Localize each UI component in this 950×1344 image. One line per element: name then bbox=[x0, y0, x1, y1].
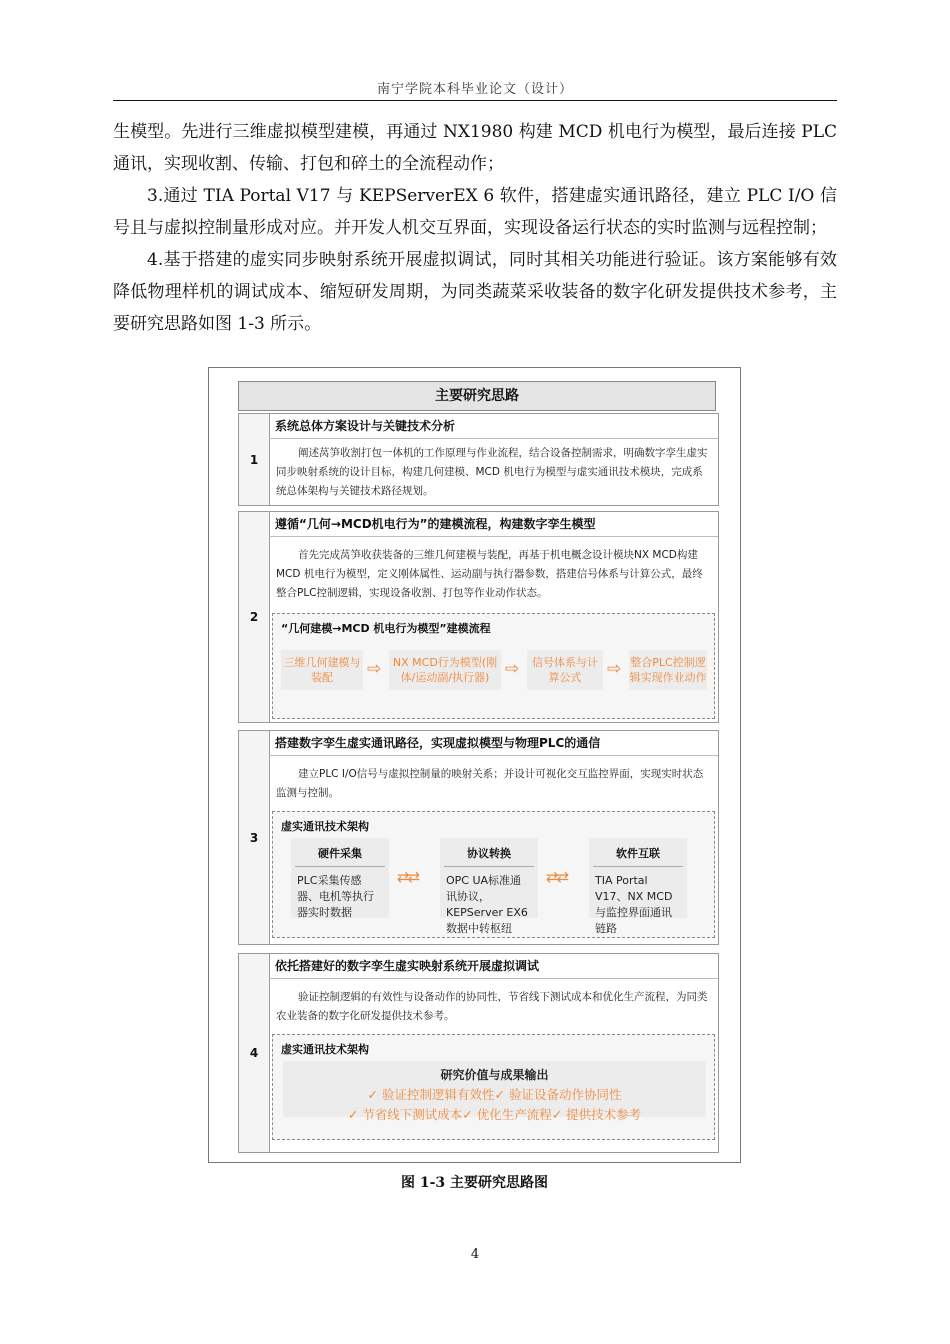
figure-caption: 图 1-3 主要研究思路图 bbox=[400, 1175, 549, 1191]
section-heading: 遵循“几何→MCD机电行为”的建模流程，构建数字孪生模型 bbox=[269, 512, 718, 537]
flow-step: 三维几何建模与装配 bbox=[281, 650, 363, 690]
section-number: 2 bbox=[239, 512, 270, 722]
paragraph: 生模型。先进行三维虚拟模型建模，再通过 NX1980 构建 MCD 机电行为模型，最后连接 PLC 通讯，实现收割、传输、打包和碎土的全流程动作； bbox=[113, 122, 837, 174]
section-description: 建立PLC I/O信号与虚拟控制量的映射关系；并设计可视化交互监控界面，实现实时状态监测与控制。 bbox=[276, 768, 704, 799]
result-title: 研究价值与成果输出 bbox=[440, 1068, 549, 1082]
flow-step: 整合PLC控制逻辑实现作业动作 bbox=[629, 650, 707, 690]
section-4 bbox=[238, 953, 719, 1153]
column-heading: 协议转换 bbox=[444, 838, 534, 867]
architecture-title: 虚实通讯技术架构 bbox=[281, 820, 369, 833]
research-figure bbox=[208, 367, 741, 1163]
result-line: ✓ 节省线下测试成本✓ 优化生产流程✓ 提供技术参考 bbox=[347, 1107, 642, 1122]
section-heading: 依托搭建好的数字孪生虚实映射系统开展虚拟调试 bbox=[269, 954, 718, 979]
arrow-right-icon: ⇨ bbox=[505, 659, 520, 679]
hardware-column bbox=[291, 838, 389, 918]
figure-title: 主要研究思路 bbox=[238, 381, 716, 411]
paragraph: 4.基于搭建的虚实同步映射系统开展虚拟调试，同时其相关功能进行验证。该方案能够有效降低物理样机的调试成本、缩短研发周期，为同类蔬菜采收装备的数字化研发提供技术参考，主要研究思路如图 1-3 所示。 bbox=[113, 250, 837, 334]
arrow-right-icon: ⇨ bbox=[607, 659, 622, 679]
page-number: 4 bbox=[470, 1247, 480, 1262]
paragraph: 3.通过 TIA Portal V17 与 KEPServerEX 6 软件，搭建虚实通讯路径，建立 PLC I/O 信号且与虚拟控制量形成对应。并开发人机交互界面，实现设备运行状态的实时监测与远程控制； bbox=[113, 186, 837, 238]
outcome-box bbox=[272, 1034, 715, 1140]
section-description: 首先完成莴笋收获装备的三维几何建模与装配，再基于机电概念设计模块NX MCD构建MCD 机电行为模型，定义刚体属性、运动副与执行器参数，搭建信号体系与计算公式，最终整合PLC控制逻辑，实现设备收割、打包等作业动作状态。 bbox=[276, 549, 703, 599]
flow-step: 信号体系与计算公式 bbox=[527, 650, 603, 690]
section-heading: 搭建数字孪生虚实通讯路径，实现虚拟模型与物理PLC的通信 bbox=[269, 731, 718, 756]
column-text: PLC采集传感器、电机等执行器实时数据 bbox=[297, 874, 374, 919]
software-column bbox=[589, 838, 687, 935]
research-value-panel bbox=[283, 1061, 706, 1122]
section-2 bbox=[238, 511, 719, 723]
bidirectional-arrow-icon: ⇄⇄ bbox=[546, 868, 568, 886]
page-header: 南宁学院本科毕业论文（设计） bbox=[376, 82, 573, 97]
body-text bbox=[113, 116, 837, 340]
comm-architecture-box bbox=[272, 811, 715, 938]
column-heading: 硬件采集 bbox=[295, 838, 385, 867]
section-description: 阐述莴笋收割打包一体机的工作原理与作业流程，结合设备控制需求，明确数字孪生虚实同步映射系统的设计目标，构建几何建模、MCD 机电行为模型与虚实通讯技术模块，完成系统总体架构与关键技术路径规划。 bbox=[276, 447, 708, 497]
architecture-title: 虚实通讯技术架构 bbox=[281, 1043, 369, 1056]
column-text: OPC UA标准通讯协议，KEPServer EX6数据中转枢纽 bbox=[446, 874, 528, 935]
column-heading: 软件互联 bbox=[593, 838, 683, 867]
section-number: 4 bbox=[239, 954, 270, 1152]
flow-step: NX MCD行为模型(刚体/运动副/执行器) bbox=[389, 650, 501, 690]
header-divider bbox=[113, 100, 837, 101]
section-number: 1 bbox=[239, 414, 270, 505]
section-1 bbox=[238, 413, 719, 506]
bidirectional-arrow-icon: ⇄⇄ bbox=[397, 868, 419, 886]
section-3 bbox=[238, 730, 719, 945]
flow-title: “几何建模→MCD 机电行为模型”建模流程 bbox=[281, 622, 491, 635]
column-text: TIA Portal V17、NX MCD与监控界面通讯链路 bbox=[595, 874, 673, 935]
arrow-right-icon: ⇨ bbox=[367, 659, 382, 679]
section-number: 3 bbox=[239, 731, 270, 944]
modeling-flow-box bbox=[272, 613, 715, 719]
section-description: 验证控制逻辑的有效性与设备动作的协同性，节省线下测试成本和优化生产流程，为同类农业装备的数字化研发提供技术参考。 bbox=[276, 991, 708, 1022]
result-line: ✓ 验证控制逻辑有效性✓ 验证设备动作协同性 bbox=[367, 1087, 622, 1102]
section-heading: 系统总体方案设计与关键技术分析 bbox=[269, 414, 718, 439]
protocol-column bbox=[440, 838, 538, 935]
